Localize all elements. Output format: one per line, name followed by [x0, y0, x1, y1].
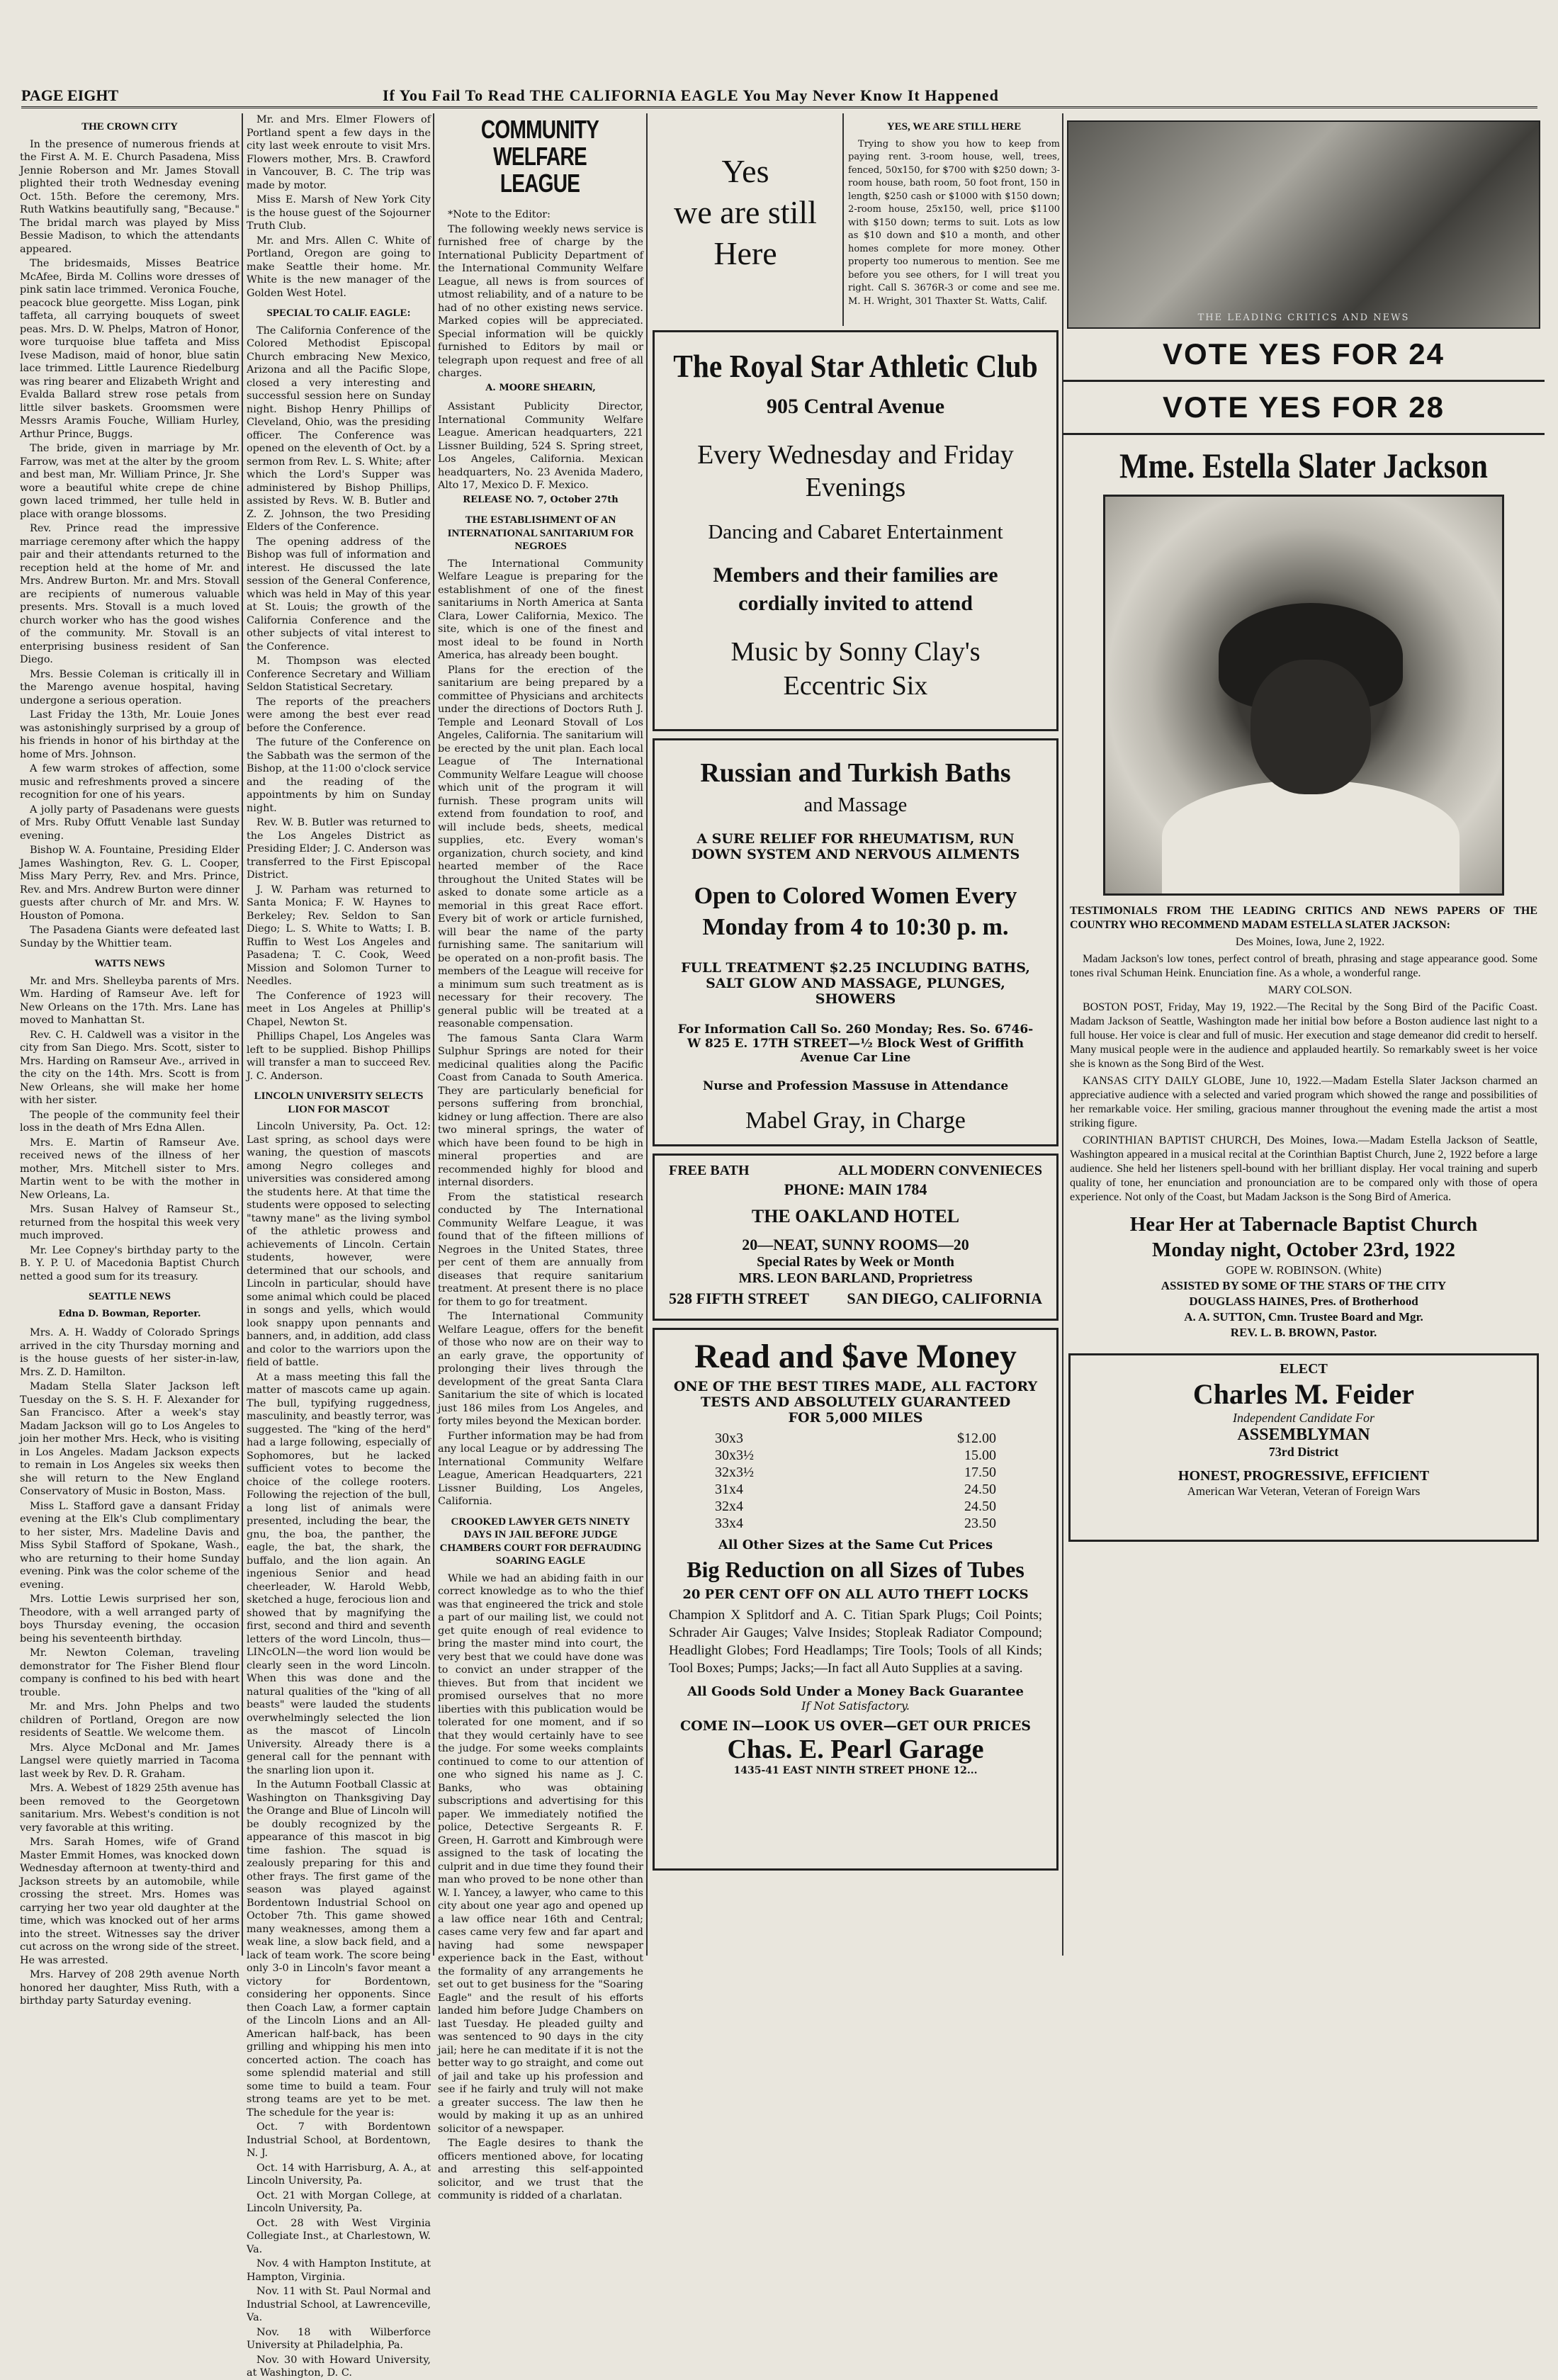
article-paragraph: In the presence of numerous friends at the First A. M. E. Church Pasadena, Miss Jennie Roberson and Mr. James Stovall plighted their troth Wednesday evening Oct. 15th. Before the ceremony, Mrs. Ruth Watkins beautifully sang, "Because." The bridal march was played by Miss Bessie Madison, to which the attendants appeared. — [20, 138, 239, 255]
ad-big-reduction: Big Reduction on all Sizes of Tubes — [687, 1557, 1024, 1582]
column-advertisements — [648, 113, 1063, 1970]
tire-price: 23.50 — [964, 1516, 996, 1531]
tire-row — [715, 1515, 996, 1532]
schedule-item: Nov. 11 with St. Paul Normal and Industrial School, at Lawrenceville, Va. — [247, 2286, 431, 2323]
tire-row — [715, 1481, 996, 1498]
ad-text: Here — [713, 235, 777, 271]
article-paragraph: The future of the Conference on the Sabbath was the sermon of the Bishop, at the 11:00 o'clock service and the reading of the appointments by him on Sunday night. — [247, 737, 431, 814]
article-paragraph: A jolly party of Pasadenans were guests of Mrs. Ruby Offutt Venable last Sunday evening. — [20, 803, 239, 842]
tire-size: 30x3 — [715, 1431, 744, 1446]
article-paragraph: Mrs. Lottie Lewis surprised her son, Theodore, with a well arranged party of boys Thursday evening, the occasion being his seventeenth birthday. — [20, 1594, 239, 1645]
ad-supplies-list: Champion X Splitdorf and A. C. Titian Spark Plugs; Coil Points; Schrader Air Gauges; Valve Insides; Stopleak Radiator Compound; Headlight Globes; Ford Headlamps; Tire Tools; Tools of all Kinds; Tool Boxes; Pumps; Jacks;—In fact all Auto Supplies at a saving. — [669, 1608, 1042, 1676]
ad-guarantee: All Goods Sold Under a Money Back Guarantee — [687, 1684, 1024, 1699]
article-paragraph: In the Autumn Football Classic at Washington on Thanksgiving Day the Orange and Blue of Lincoln will be doubly recognized by the appearance of this mascot in big time fashion. The squad is zealously preparing for this and other frays. The first game of the season was played against Bordentown Industrial School on October 7th. This game showed many weaknesses, among them a weak line, a slow back field, and a lack of team work. The score being only 3-0 in Lincoln's favor meant a victory for Bordentown, considering her opponents. Since then Coach Law, a former captain of the Lincoln Lions and an All-American half-back, has been grilling and whipping his men into concerted action. The coach has some splendid material and still some time to build a team. Four strong teams are yet to be met. The schedule for the year is: — [247, 1779, 431, 2119]
ad-invite: Members and their families are cordially invited to attend — [713, 563, 998, 615]
tire-row — [715, 1430, 996, 1447]
article-paragraph: Madam Stella Slater Jackson left Tuesday on the S. S. H. F. Alexander for San Francisco. After a week's stay Madam Jackson will go to Los Angeles to join her mother Mrs. Heck, who is visiting in Los Angeles. Madam Jackson expects to remain in Los Angeles six weeks then she will return to the New England Conservatory of Music in Boston, Mass. — [20, 1381, 239, 1497]
recital-credits — [1063, 1263, 1545, 1341]
campaign-photo — [1067, 120, 1540, 329]
vote-yes-28: VOTE YES FOR 28 — [1063, 382, 1545, 435]
tire-row — [715, 1447, 996, 1464]
tire-row — [715, 1464, 996, 1481]
testimonial: Madam Jackson's low tones, perfect control of breath, phrasing and stage appearance good. Some tones rival Schuman Heink. Enunciation fine. As a whole, a wonderful range. — [1070, 953, 1537, 979]
ad-not-satisfactory: If Not Satisfactory. — [801, 1699, 910, 1713]
headline-watts-news: WATTS NEWS — [94, 958, 165, 969]
article-paragraph: Bishop W. A. Fountaine, Presiding Elder James Washington, Rev. G. L. Cooper, Miss Mary Perry, Rev. and Mrs. Prince, Rev. and Mrs. Andrew Burton were dinner guests after church of Mr. and Mrs. W. Houston of Pomona. — [20, 845, 239, 922]
ad-title: Read and $ave Money — [694, 1338, 1017, 1375]
recital-announcement — [1063, 1212, 1545, 1263]
article-paragraph: Miss E. Marsh of New York City is the house guest of the Sojourner Truth Club. — [247, 194, 431, 232]
candidate-district: 73rd District — [1268, 1445, 1339, 1459]
ad-in-charge: Mabel Gray, in Charge — [745, 1107, 966, 1134]
column-welfare-league — [434, 113, 646, 2201]
article-paragraph: Further information may be had from any local League or by addressing The International Community Welfare League, American Headquarters, 221 Lissner Building, Los Angeles, California. — [438, 1430, 643, 1507]
tire-price: 24.50 — [964, 1499, 996, 1514]
column-conference-news — [242, 113, 434, 2379]
ad-text: we are still — [674, 194, 817, 230]
recital-venue: Hear Her at Tabernacle Baptist Church — [1129, 1213, 1478, 1236]
article-paragraph: Rev. Prince read the impressive marriage ceremony after which the happy pair and their attendants returned to the reception held at the home of Mr. and Mrs. Andrew Burton. Mr. and Mrs. Stovall are recipients of numerous valuable presents. Mrs. Stovall is a much loved church worker who has the good wishes of the community. Mr. Stovall is an enterprising business resident of San Diego. — [20, 523, 239, 665]
article-paragraph: A few warm strokes of affection, some music and refreshments proved a sincere recognition for one of his years. — [20, 763, 239, 801]
article-paragraph: The International Community Welfare League, offers for the benefit of those who now are on their way to an early grave, the opportunity of prolonging their lives through the development of the great Santa Clara Sanitarium the site of which is located just 186 miles from Los Angeles, and forty miles beyond the Mexican border. — [438, 1311, 643, 1427]
testimonials-heading: TESTIMONIALS FROM THE LEADING CRITICS AND NEWS PAPERS OF THE COUNTRY WHO RECOMMEND MADAM ESTELLA SLATER JACKSON: — [1070, 905, 1537, 931]
ad-real-estate — [848, 113, 1060, 326]
tire-price-list — [715, 1430, 996, 1532]
ad-address: 905 Central Avenue — [766, 395, 945, 418]
article-paragraph: M. Thompson was elected Conference Secretary and William Seldon Statistical Secretary. — [247, 655, 431, 693]
article-paragraph: The California Conference of the Colored Methodist Episcopal Church embracing New Mexico, Arizona and all the Pacific Slope, closed a very interesting and successful session here on Sunday night. Bishop Henry Phillips of Cleveland, Ohio, was the presiding officer. The Conference was opened on the eleventh of Oct. by a sermon from Rev. L. S. White; after which the Lord's Supper was administered by Bishop Phillips, assisted by Revs. W. B. Butler and Z. Z. Johnson, the two Presiding Elders of the Conference. — [247, 325, 431, 533]
tire-size: 32x4 — [715, 1499, 744, 1514]
portrait-shoulders — [1162, 780, 1460, 893]
ad-info: For Information Call So. 260 Monday; Res. So. 6746-W 825 E. 17TH STREET—½ Block West of Griffith Avenue Car Line — [677, 1022, 1034, 1065]
page-header — [21, 84, 1537, 108]
testimonial: CORINTHIAN BAPTIST CHURCH, Des Moines, Iowa.—Madam Estella Jackson of Seattle, Washington appeared in a musical recital at the Corinthian Baptist Church, June 2, 1922 before a large audience. She held her listeners spell-bound with her brilliant display. Her vocal training and superb quality of tone, her enunciation and pronounciation are to be compared only with those of opera experience. Not only of the Coast, but Madam Jackson is the Song Bird of America. — [1070, 1134, 1537, 1203]
schedule-item: Nov. 18 with Wilberforce University at Philadelphia, Pa. — [247, 2326, 431, 2351]
column-rule — [842, 113, 844, 326]
credit-line: ASSISTED BY SOME OF THE STARS OF THE CITY — [1161, 1279, 1447, 1292]
ad-street: 528 FIFTH STREET — [669, 1290, 810, 1307]
community-welfare-league-title: COMMUNITY WELFARE LEAGUE — [480, 115, 599, 198]
ad-rooms: 20—NEAT, SUNNY ROOMS—20 — [742, 1236, 969, 1253]
column-local-news — [16, 113, 242, 2007]
article-paragraph: The people of the community feel their loss in the death of Mrs Edna Allen. — [20, 1109, 239, 1134]
article-paragraph: The reports of the preachers were among the best ever read before the Conference. — [247, 696, 431, 734]
article-paragraph: J. W. Parham was returned to Santa Monica; F. W. Haynes to Berkeley; Rev. Seldon to San Diego; L. S. White to Watts; I. B. Ruffin to West Los Angeles and Pasadena; T. C. Cook, Weed Mission and Solomon Turner to Needles. — [247, 884, 431, 987]
editor-note: *Note to the Editor: — [448, 209, 551, 220]
article-paragraph: Mrs. Alyce McDonal and Mr. James Langsel were quietly married in Tacoma last week by Rev. D. R. Graham. — [20, 1742, 239, 1780]
ad-treatment: FULL TREATMENT $2.25 INCLUDING BATHS, SALT GLOW AND MASSAGE, PLUNGES, SHOWERS — [681, 960, 1030, 1007]
ad-subtitle: ONE OF THE BEST TIRES MADE, ALL FACTORY — [673, 1379, 1038, 1394]
article-paragraph: Rev. W. B. Butler was returned to the Los Angeles District as Presiding Elder; J. C. Anderson was transferred to the First Episcopal District. — [247, 817, 431, 881]
credit-line: REV. L. B. BROWN, Pastor. — [1230, 1326, 1377, 1339]
article-paragraph: Miss L. Stafford gave a dansant Friday evening at the Elk's Club complimentary to her sister, Mrs. Madeline Davis and Miss Sybil Stafford of Spokane, Wash., who are returning to their home Sunday evening. Pink was the color scheme of the evening. — [20, 1500, 239, 1591]
vote-yes-24: VOTE YES FOR 24 — [1063, 329, 1545, 382]
article-paragraph: From the statistical research conducted by The International Community Welfare League, it was found that of the fifteen millions of Negroes in the United States, three per cent of them are annually from diseases that require sanitarium treatment. At present there is no place for them to go for treatment. — [438, 1191, 643, 1308]
ad-subtitle: FOR 5,000 MILES — [788, 1410, 923, 1426]
masthead-tagline: If You Fail To Read THE CALIFORNIA EAGLE You May Never Know It Happened — [383, 86, 999, 104]
ad-free-bath: FREE BATH — [669, 1163, 750, 1178]
ad-come-in: COME IN—LOOK US OVER—GET OUR PRICES — [679, 1718, 1032, 1734]
headline-lincoln-mascot: LINCOLN UNIVERSITY SELECTS LION FOR MASCOT — [254, 1090, 424, 1115]
ad-garage-name: Chas. E. Pearl Garage — [727, 1735, 984, 1764]
credit-line: DOUGLASS HAINES, Pres. of Brotherhood — [1189, 1295, 1418, 1308]
credit-line: A. A. SUTTON, Cmn. Trustee Board and Mgr. — [1184, 1310, 1423, 1324]
ad-proprietress: MRS. LEON BARLAND, Proprietress — [738, 1270, 973, 1286]
article-paragraph: The famous Santa Clara Warm Sulphur Springs are noted for their medicinal qualities along the Pacific Coast from Canada to South America. They are particularly beneficial for persons suffering from bronchial, kidney or lung affection. There are also two mineral springs, the water of which have been found to be high in mineral properties and are recommended highly for blood and internal disorders. — [438, 1032, 643, 1188]
article-paragraph: Mrs. Susan Halvey of Ramseur St., returned from the hospital this week very much improved. — [20, 1204, 239, 1241]
schedule-item: Oct. 21 with Morgan College, at Lincoln University, Pa. — [247, 2189, 431, 2214]
article-paragraph: At a mass meeting this fall the matter of mascots came up again. The bull, typifying ruggedness, masculinity, and beastly terror, was suggested. The "king of the herd" had a large following, especially of Sophomores, but he lacked sufficient votes to become the choice of the college rooters. Following the rejection of the bull, a long list of animals were presented, including the bear, the gnu, the boa, the panther, the eagle, the bat, the shark, the buffalo, and the lion again. An ingenious Senior and head cheerleader, W. Harold Webb, sketched a huge, ferocious lion and showed that by magnifying the first, second and third and seventh letters of the word Lincoln, thus—LINcOLN—the word lion would be clearly seen in the word Lincoln. When this was done and the natural qualities of the "king of all beasts" were lauded the students overwhelmingly selected the lion as the mascot of Lincoln University. Already there is a general call for the pennant with the snarling lion upon it. — [247, 1371, 431, 1776]
ad-percent-off: 20 PER CENT OFF ON ALL AUTO THEFT LOCKS — [682, 1587, 1029, 1602]
ad-phone: PHONE: MAIN 1784 — [784, 1180, 927, 1198]
article-paragraph: Lincoln University, Pa. Oct. 12: Last spring, as school days were waning, the question of mascots among Negro colleges and universities was considered among the students here. At that time the students were opposed to selecting "tawny mane" as the living symbol of the athletic prowess and achievements of Lincoln. Certain students, however, were determined that our schools, and Lincoln in particular, should have some animal which could be placed in songs and yells, which would look snappy upon pennants and banners, and, in addition, add class and color to the warriors upon the field of battle. — [247, 1121, 431, 1368]
article-paragraph: The International Community Welfare League is preparing for the establishment of one of the finest sanitariums in North America at Santa Clara, Lower California, Mexico. The site, which is one of the finest and most ideal to be found in North America, has already been bought. — [438, 558, 643, 661]
tire-price: $12.00 — [956, 1431, 996, 1446]
headline-sanitarium: THE ESTABLISHMENT OF AN INTERNATIONAL SANITARIUM FOR NEGROES — [447, 514, 634, 552]
candidate-status: Independent Candidate For — [1233, 1411, 1374, 1425]
schedule-item: Oct. 7 with Bordentown Industrial School, at Bordentown, N. J. — [247, 2121, 431, 2159]
portrait-face — [1251, 660, 1371, 794]
headline-special-calif-eagle: SPECIAL TO CALIF. EAGLE: — [266, 308, 411, 319]
article-paragraph: Mrs. E. Martin of Ramseur Ave. received news of the illness of her mother, Mrs. Mitchell sister to Mrs. Martin went to be with the mother in New Orleans, La. — [20, 1137, 239, 1201]
ad-subtitle: and Massage — [803, 794, 908, 816]
column-rule — [646, 113, 648, 1956]
ad-music: Music by Sonny Clay's Eccentric Six — [730, 637, 981, 701]
article-paragraph: Mr. Newton Coleman, traveling demonstrator for The Fisher Blend flour company is confined to his bed with heart trouble. — [20, 1647, 239, 1698]
testimonial: KANSAS CITY DAILY GLOBE, June 10, 1922.—Madam Estella Slater Jackson charmed an appreciative audience with a selected and varied program which showed the range and possibilities of her remarkable voice. Her smiling, gracious manner throughout the evening made the artist a most striking figure. — [1070, 1075, 1537, 1129]
article-paragraph: Mr. and Mrs. John Phelps and two children of Portland, Oregon are now residents of Seattle. We welcome them. — [20, 1701, 239, 1739]
tire-row — [715, 1498, 996, 1515]
article-paragraph: The following weekly news service is furnished free of charge by the International Publicity Department of the International Community Welfare League, all news is from sources of utmost reliability, and of a nature to be had of no other existing news service. Marked copies will be appreciated. Special information will be quickly furnished to Editors by mail or telegraph upon request and free of all charges. — [438, 223, 643, 379]
article-paragraph: Phillips Chapel, Los Angeles was left to be supplied. Bishop Phillips will transfer a man to succeed Rev. J. C. Anderson. — [247, 1031, 431, 1082]
photo-caption: THE LEADING CRITICS AND NEWS — [1197, 312, 1410, 323]
ad-other-sizes: All Other Sizes at the Same Cut Prices — [718, 1538, 993, 1552]
credit-line: GOPE W. ROBINSON. (White) — [1226, 1263, 1382, 1277]
schedule-item: Nov. 30 with Howard University, at Washington, D. C. — [247, 2354, 431, 2379]
ad-modern: ALL MODERN CONVENIECES — [838, 1163, 1042, 1178]
testimonial: BOSTON POST, Friday, May 19, 1922.—The Recital by the Song Bird of the Pacific Coast. Madam Jackson of Seattle, Washington made her initial bow before a Boston audience last night to a full house. Her voice is clear and full of music. Her execution and stage demeanor did credit to herself. Many musical people were in the audience and applauded heartily. So remarkably sweet is her voice she is known as the Song Bird of the West. — [1070, 1001, 1537, 1070]
headline-crown-city: THE CROWN CITY — [81, 121, 178, 132]
tire-size: 32x3½ — [715, 1465, 755, 1480]
ad-event: Dancing and Cabaret Entertainment — [708, 521, 1003, 543]
ad-relief: A SURE RELIEF FOR RHEUMATISM, RUN DOWN SYSTEM AND NERVOUS AILMENTS — [691, 831, 1020, 862]
ad-text: Yes — [721, 153, 769, 189]
ad-royal-star-athletic-club — [653, 330, 1059, 731]
article-paragraph: Mrs. Bessie Coleman is critically ill in the Marengo avenue hospital, having undergone a serious operation. — [20, 668, 239, 706]
ad-russian-turkish-baths — [653, 738, 1059, 1146]
tire-price: 24.50 — [964, 1482, 996, 1497]
testimonials — [1070, 904, 1537, 1205]
ad-rates: Special Rates by Week or Month — [757, 1254, 954, 1270]
tire-price: 15.00 — [964, 1448, 996, 1463]
article-paragraph: Last Friday the 13th, Mr. Louie Jones was astonishingly surprised by a group of his friends in honor of his birthday at the home of Mrs. Johnson. — [20, 709, 239, 760]
byline: Edna D. Bowman, Reporter. — [58, 1308, 201, 1319]
ad-read-and-save-money — [653, 1328, 1059, 1871]
ad-title: Russian and Turkish Baths — [700, 758, 1011, 788]
singer-name: Mme. Estella Slater Jackson — [1119, 446, 1488, 485]
signature: A. MOORE SHEARIN, — [485, 382, 596, 393]
ad-body: Trying to show you how to keep from paying rent. 3-room house, well, trees, fenced, 50x150, for $700 with $250 down; 3-room house, bath room, 50 foot front, 150 in length, $250 cash or $1000 with $150 down; 2-room house, 25x150, well, price $1100 with $150 down; terms to suit. Lots as low as $10 down and $10 a month, and other homes complete for more money. Other property too numerous to mention. See me before you see others, for I will treat you right. Call S. 3676R-3 or come and see me. M. H. Wright, 301 Thaxter St. Watts, Calif. — [848, 138, 1060, 307]
article-paragraph: Mrs. Sarah Homes, wife of Grand Master Emmit Homes, was knocked down Wednesday afternoon at twenty-third and Jackson streets by an automobile, while crossing the street. Mrs. Homes was carrying her two year old daughter at the time, which was knocked out of her arms into the street. Witnesses say the driver cut across on the wrong side of the street. He was arrested. — [20, 1837, 239, 1966]
ad-city: SAN DIEGO, CALIFORNIA — [847, 1290, 1042, 1307]
ad-yes-still-here — [648, 113, 842, 312]
article-paragraph: Mrs. A. H. Waddy of Colorado Springs arrived in the city Thursday morning and is the house guests of her sister-in-law, Mrs. Z. D. Hamilton. — [20, 1327, 239, 1378]
article-paragraph: The Conference of 1923 will meet in Los Angeles at Phillip's Chapel, Newton St. — [247, 990, 431, 1028]
ad-nurse: Nurse and Profession Massuse in Attendance — [702, 1079, 1009, 1093]
column-jackson-recital — [1063, 113, 1545, 1970]
candidate-office: ASSEMBLYMAN — [1237, 1426, 1370, 1444]
candidate-name: Charles M. Feider — [1192, 1378, 1415, 1410]
article-paragraph: Mrs. Harvey of 208 29th avenue North honored her daughter, Miss Ruth, with a birthday party Saturday evening. — [20, 1969, 239, 2007]
singer-portrait — [1103, 495, 1504, 896]
schedule-item: Oct. 14 with Harrisburg, A. A., at Lincoln University, Pa. — [247, 2162, 431, 2187]
article-paragraph: The Eagle desires to thank the officers mentioned above, for locating and arresting this self-appointed solicitor, and we trust that the community is ridded of a charlatan. — [438, 2138, 643, 2201]
article-paragraph: Rev. C. H. Caldwell was a visitor in the city from San Diego. Mrs. Scott, sister to Mrs. Harding on Ramseur Ave., arrived in the city on the 14th. Mrs. Scott is from New Orleans, she will make her home with her sister. — [20, 1029, 239, 1106]
tire-size: 31x4 — [715, 1482, 744, 1497]
article-paragraph: The Pasadena Giants were defeated last Sunday by the Whittier team. — [20, 925, 239, 949]
article-paragraph: Assistant Publicity Director, International Community Welfare League. American headquarters, 221 Lissner Building, 524 S. Spring street, Los Angeles, California. Mexican headquarters, No. 23 Avenida Madero, Alto 17, Mexico D. F. Mexico. — [438, 401, 643, 491]
article-paragraph: Plans for the erection of the sanitarium are being prepared by a committee of Physicians and architects under the directions of Doctors Ruth J. Temple and Leonard Stovall of Los Angeles, California. The sanitarium will be erected by the unit plan. Each local League of The International Community Welfare League will choose which unit of the program it will furnish. These program units will extend from foundation to roof, and will include beds, sheets, medical supplies, etc. Every woman's organization, church society, and kind hearted member of the Race throughout the United States will be asked to donate some article as a memorial in this great Race effort. Every bit of work or article furnished, will bear the name of the party furnishing same. The sanitarium will be operated on a non-profit basis. The members of the League will receive for a minimum sum such treatment as is necessary for their recovery. The general public will be treated at a reasonable compensation. — [438, 664, 643, 1030]
article-paragraph: The bridesmaids, Misses Beatrice McAfee, Birda M. Collins wore dresses of pink satin lace trimmed. Veronica Fouche, peacock blue georgette. Miss Logan, pink taffeta, all carrying bouquets of sweet peas. Mrs. D. W. Phelps, Matron of Honor, wore turquoise blue taffeta and Miss Ivese Madison, maid of honor, blue satin lace trimmed. Little Laurence Riedelburg was ring bearer and Elizabeth Wright and Evalda Ballard strew rose petals from little silver baskets. Groomsmen were Messrs Aramis Fouche, William Hurley, Arthur Prince, Buggs. — [20, 258, 239, 440]
page-number: PAGE EIGHT — [21, 86, 119, 104]
candidate-slogan: HONEST, PROGRESSIVE, EFFICIENT — [1178, 1468, 1430, 1484]
ad-hotel-name: THE OAKLAND HOTEL — [751, 1206, 960, 1226]
tire-price: 17.50 — [964, 1465, 996, 1480]
candidate-veteran: American War Veteran, Veteran of Foreign Wars — [1187, 1484, 1421, 1498]
testimonial-signature: MARY COLSON. — [1268, 984, 1353, 996]
ad-title: The Royal Star Athletic Club — [673, 349, 1038, 384]
article-paragraph: Mr. Lee Copney's birthday party to the B. Y. P. U. of Macedonia Baptist Church netted a good sum for its treasury. — [20, 1244, 239, 1282]
article-paragraph: Mr. and Mrs. Elmer Flowers of Portland spent a few days in the city last week enroute to visit Mrs. Flowers mother, Mrs. B. Crawford in Vancouver, B. C. The trip was made by motor. — [247, 114, 431, 191]
headline-crooked-lawyer: CROOKED LAWYER GETS NINETY DAYS IN JAIL BEFORE JUDGE CHAMBERS COURT FOR DEFRAUDING SOARING EAGLE — [439, 1516, 642, 1567]
tire-size: 33x4 — [715, 1516, 744, 1531]
testimonial-dateline: Des Moines, Iowa, June 2, 1922. — [1235, 936, 1385, 948]
recital-date: Monday night, October 23rd, 1922 — [1151, 1239, 1456, 1261]
article-paragraph: While we had an abiding faith in our correct knowledge as to who the thief was that engineered the trick and stole a part of our mailing list, we could not get quite enough of real evidence to bring the master mind into court, the very best that we could have done was to convict an under strapper of the thieves. But from that incident we promised ourselves that no more liberties with this publication would be tolerated for one moment, and if so that they would certainly have to see the judge. For some weeks complaints continued to come to our attention of one who signed his name as J. C. Banks, who was obtaining subscriptions and advertising for this paper. We immediately notified the police, Detective Sergeants R. F. Green, H. Garrott and Kimbrough were assigned to the task of locating the culprit and in due time they found their man who proved to be none other than W. I. Yancey, a lawyer, who came to this city about one year ago and opened up a law office near 16th and Central; cases came very few and far apart and having had some newspaper experience back in the East, without the formality of any arrangements he set out to get business for the "Soaring Eagle" and the result of his efforts landed him before Judge Chambers on last Tuesday. He pleaded guilty and was sentenced to 90 days in the city jail; here he can meditate if it is not the better way to go straight, and come out of jail and take up his profession and see if he fairly and truly will not make a greater success. The law then he would by making it up as an unhired solicitor of a newspaper. — [438, 1572, 643, 2135]
schedule-item: Nov. 4 with Hampton Institute, at Hampton, Virginia. — [247, 2258, 431, 2283]
ad-open-hours: Open to Colored Women Every Monday from 4 to 10:30 p. m. — [694, 883, 1017, 940]
elect-label: ELECT — [1280, 1361, 1328, 1377]
tire-size: 30x3½ — [715, 1448, 755, 1463]
article-paragraph: Mr. and Mrs. Shelleyba parents of Mrs. Wm. Harding of Ramseur Ave. left for New Orleans on the 17th. Mrs. Lane has moved to Manhattan St. — [20, 975, 239, 1026]
article-paragraph: The opening address of the Bishop was full of information and interest. He discussed the late session of the General Conference, which was held in May of this year at St. Louis; the growth of the California Conference and the other subjects of vital interest to the Conference. — [247, 536, 431, 653]
schedule-item: Oct. 28 with West Virginia Collegiate Inst., at Charlestown, W. Va. — [247, 2217, 431, 2255]
release-number: RELEASE NO. 7, October 27th — [463, 494, 619, 505]
headline-seattle-news: SEATTLE NEWS — [88, 1291, 171, 1302]
ad-subtitle: TESTS AND ABSOLUTELY GUARANTEED — [700, 1394, 1011, 1410]
ad-elect-feider — [1068, 1353, 1539, 1542]
ad-garage-address: 1435-41 EAST NINTH STREET PHONE 12... — [733, 1765, 978, 1776]
ad-oakland-hotel — [653, 1154, 1059, 1321]
ad-schedule: Every Wednesday and Friday Evenings — [697, 440, 1014, 502]
article-paragraph: Mr. and Mrs. Allen C. White of Portland, Oregon are going to make Seattle their home. Mr. White is the new manager of the Golden West Hotel. — [247, 235, 431, 299]
article-paragraph: The bride, given in marriage by Mr. Farrow, was met at the alter by the groom and best man, Mr. William Prince, Jr. She wore a beautiful white crepe de chine gown laced trimmed, her tulle held in place with orange blossoms. — [20, 443, 239, 520]
article-paragraph: Mrs. A. Webest of 1829 25th avenue has been removed to the Georgetown sanitarium. Mrs. Webest's condition is not very favorable at this writing. — [20, 1783, 239, 1834]
ad-heading: YES, WE ARE STILL HERE — [886, 121, 1022, 132]
